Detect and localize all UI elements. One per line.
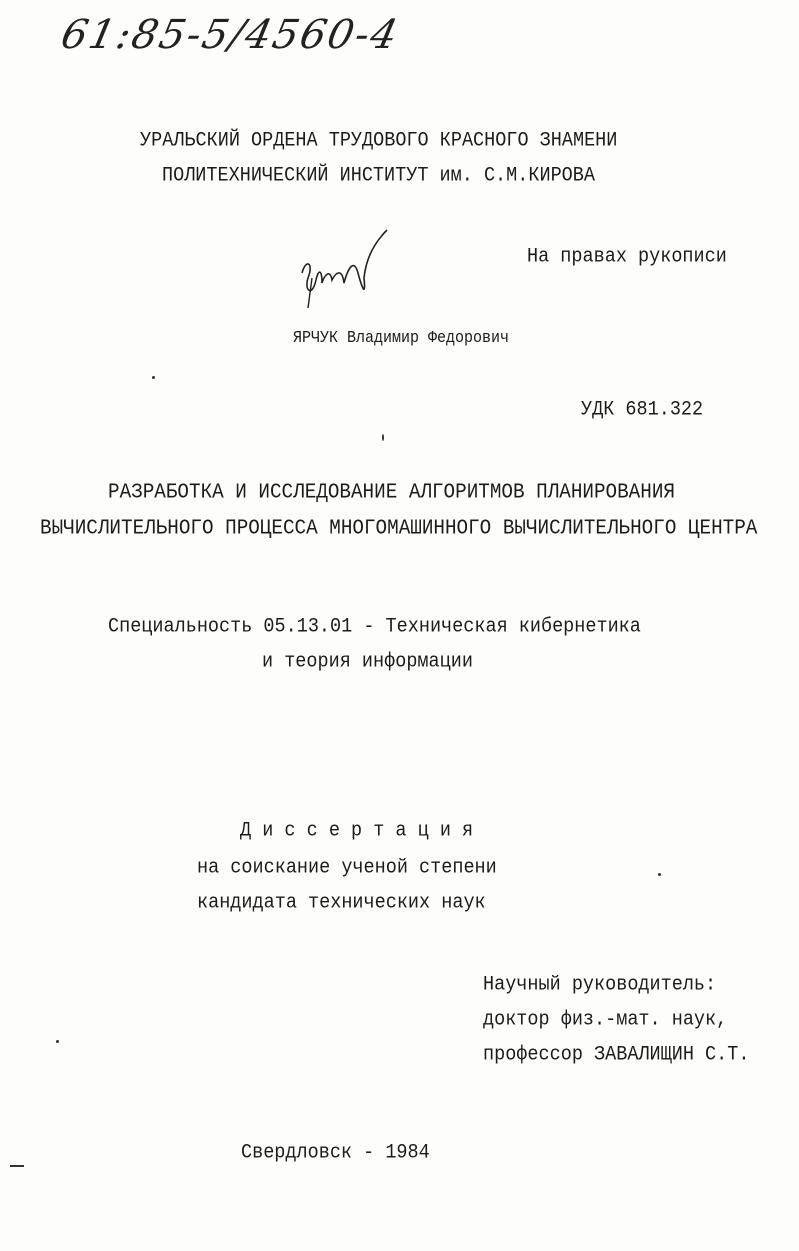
- specialty-line-2: и теория информации: [262, 650, 473, 673]
- scan-speck: [382, 434, 384, 441]
- supervisor-line-3: профессор ЗАВАЛИЩИН С.Т.: [483, 1043, 750, 1066]
- signature: [292, 228, 392, 313]
- scan-speck: [10, 1165, 24, 1167]
- handwritten-archive-number: 61:85-5/4560-4: [57, 12, 404, 58]
- thesis-title-line-1: РАЗРАБОТКА И ИССЛЕДОВАНИЕ АЛГОРИТМОВ ПЛАНИРОВАНИЯ: [108, 480, 675, 504]
- specialty-line-1: Специальность 05.13.01 - Техническая кибернетика: [108, 615, 641, 638]
- place-and-year: Свердловск - 1984: [241, 1141, 430, 1164]
- thesis-title-line-2: ВЫЧИСЛИТЕЛЬНОГО ПРОЦЕССА МНОГОМАШИННОГО ВЫЧИСЛИТЕЛЬНОГО ЦЕНТРА: [40, 516, 758, 540]
- institution-line-2: ПОЛИТЕХНИЧЕСКИЙ ИНСТИТУТ им. С.М.КИРОВА: [162, 164, 595, 187]
- degree-line-3: кандидата технических наук: [197, 891, 486, 914]
- scan-speck: [658, 873, 661, 876]
- supervisor-line-1: Научный руководитель:: [483, 973, 717, 996]
- degree-line-2: на соискание ученой степени: [197, 856, 497, 879]
- institution-line-1: УРАЛЬСКИЙ ОРДЕНА ТРУДОВОГО КРАСНОГО ЗНАМЕНИ: [140, 129, 618, 152]
- author-name: ЯРЧУК Владимир Федорович: [293, 329, 510, 348]
- degree-line-1: Д и с с е р т а ц и я: [240, 819, 474, 842]
- manuscript-rights-note: На правах рукописи: [527, 245, 727, 268]
- supervisor-line-2: доктор физ.-мат. наук,: [483, 1008, 728, 1031]
- scan-speck: [56, 1040, 59, 1043]
- udc-code: УДК 681.322: [581, 398, 704, 421]
- scan-speck: [152, 376, 155, 379]
